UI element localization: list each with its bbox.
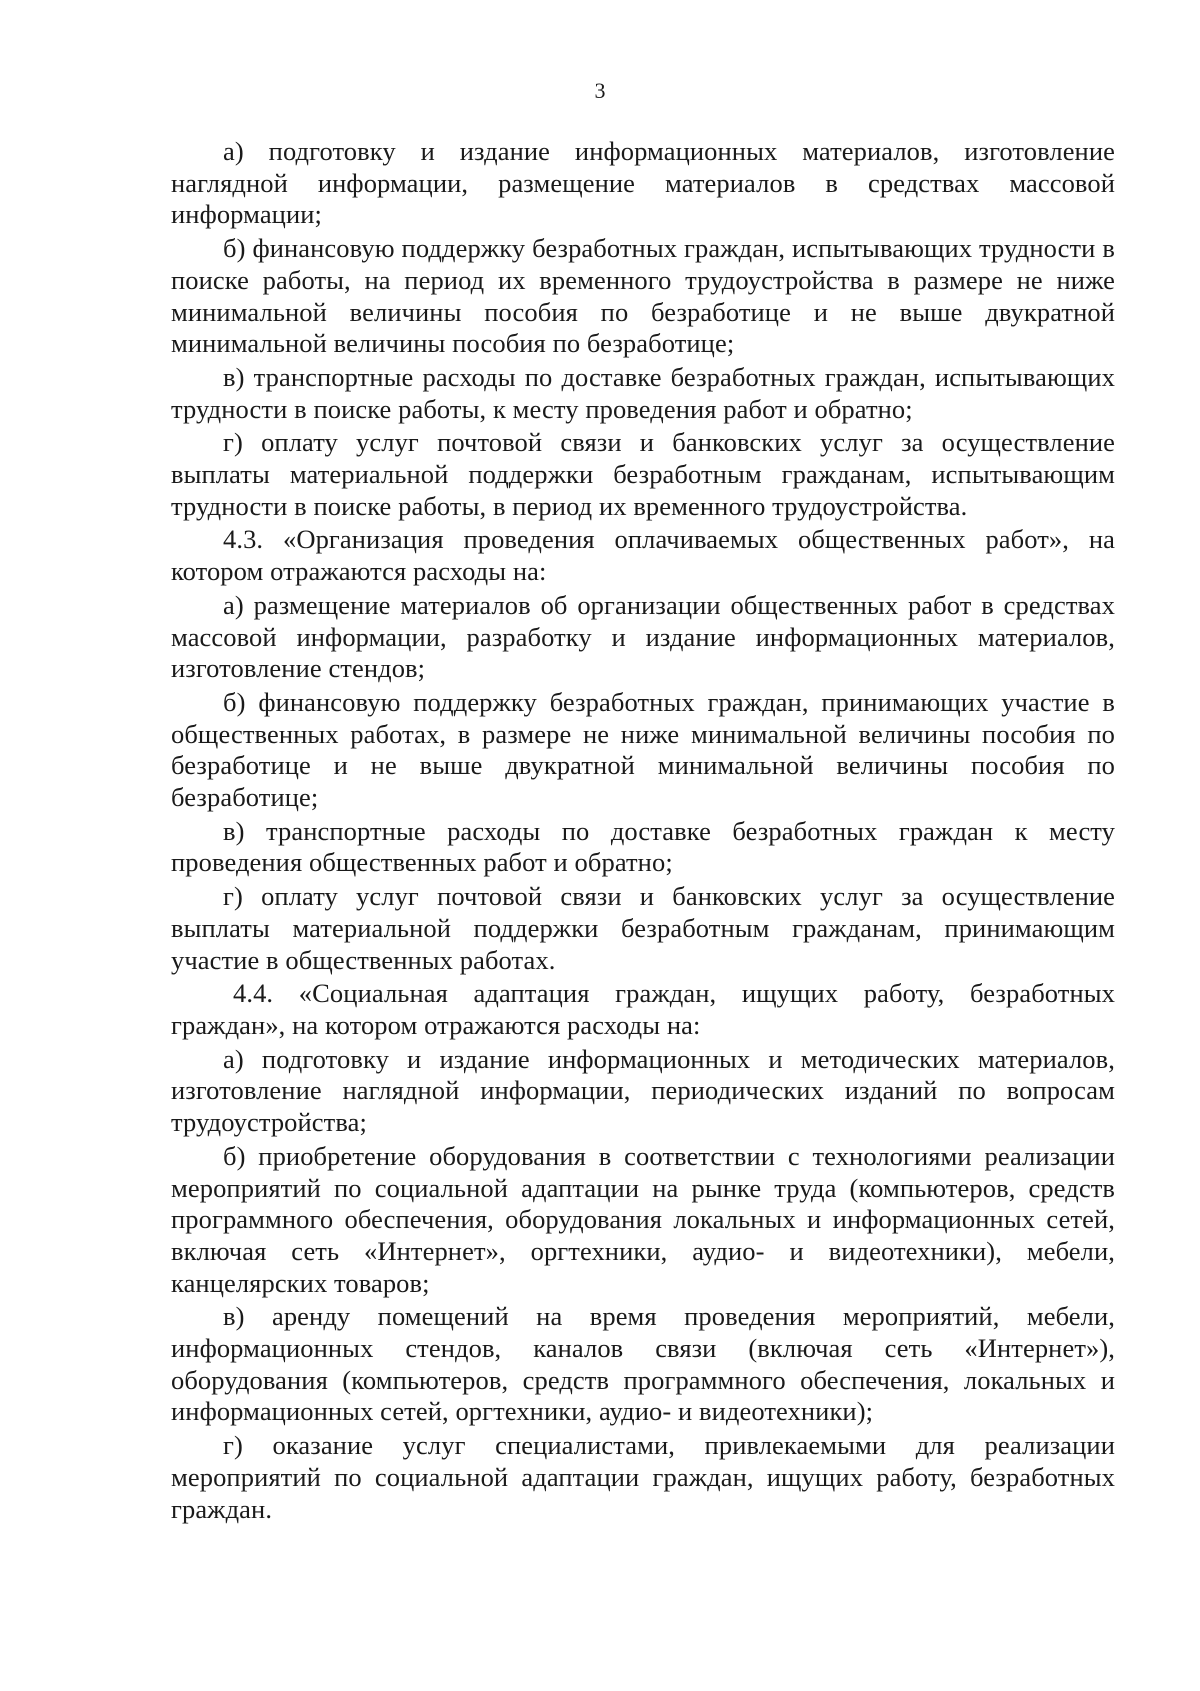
page-number: 3	[594, 78, 606, 103]
paragraph-4-3-g: г) оплату услуг почтовой связи и банковских услуг за осуществление выплаты материальной поддержки безработным гражданам, принимающим участие в общественных работах.	[171, 881, 1115, 975]
paragraph-4-2-v: в) транспортные расходы по доставке безработных граждан, испытывающих трудности в поиске работы, к месту проведения работ и обратно;	[171, 361, 1115, 424]
document-body	[171, 136, 1115, 1527]
paragraph-4-2-a: а) подготовку и издание информационных материалов, изготовление наглядной информации, размещение материалов в средствах массовой информации;	[171, 136, 1115, 230]
paragraph-4-4-b: б) приобретение оборудования в соответствии с технологиями реализации мероприятий по социальной адаптации на рынке труда (компьютеров, средств программного обеспечения, оборудования локальных и информационных сетей, включая сеть «Интернет», оргтехники, аудио- и видеотехники), мебели, канцелярских товаров;	[171, 1140, 1115, 1298]
paragraph-4-3-a: а) размещение материалов об организации общественных работ в средствах массовой информации, разработку и издание информационных материалов, изготовление стендов;	[171, 589, 1115, 684]
paragraph-4-4-v: в) аренду помещений на время проведения мероприятий, мебели, информационных стендов, каналов связи (включая сеть «Интернет»), оборудования (компьютеров, средств программного обеспечения, локальных и информационных сетей, оргтехники, аудио- и видеотехники);	[171, 1301, 1115, 1427]
section-4-3-heading: 4.3. «Организация проведения оплачиваемых общественных работ», на котором отражаются расходы на:	[171, 524, 1115, 587]
paragraph-4-2-g: г) оплату услуг почтовой связи и банковских услуг за осуществление выплаты материальной поддержки безработным гражданам, испытывающим трудности в поиске работы, в период их временного трудоустройства.	[171, 427, 1115, 521]
paragraph-4-3-v: в) транспортные расходы по доставке безработных граждан к месту проведения общественных работ и обратно;	[171, 815, 1115, 878]
paragraph-4-4-a: а) подготовку и издание информационных и методических материалов, изготовление наглядной информации, периодических изданий по вопросам трудоустройства;	[171, 1043, 1115, 1138]
paragraph-4-4-g: г) оказание услуг специалистами, привлекаемыми для реализации мероприятий по социальной адаптации граждан, ищущих работу, безработных граждан.	[171, 1430, 1115, 1524]
paragraph-4-3-b: б) финансовую поддержку безработных граждан, принимающих участие в общественных работах, в размере не ниже минимальной величины пособия по безработице и не выше двукратной минимальной величины пособия по безработице;	[171, 686, 1115, 813]
section-4-4-heading: 4.4. «Социальная адаптация граждан, ищущих работу, безработных граждан», на котором отражаются расходы на:	[171, 978, 1115, 1040]
paragraph-4-2-b: б) финансовую поддержку безработных граждан, испытывающих трудности в поиске работы, на период их временного трудоустройства в размере не ниже минимальной величины пособия по безработице и не выше двукратной минимальной величины пособия по безработице;	[171, 233, 1115, 359]
